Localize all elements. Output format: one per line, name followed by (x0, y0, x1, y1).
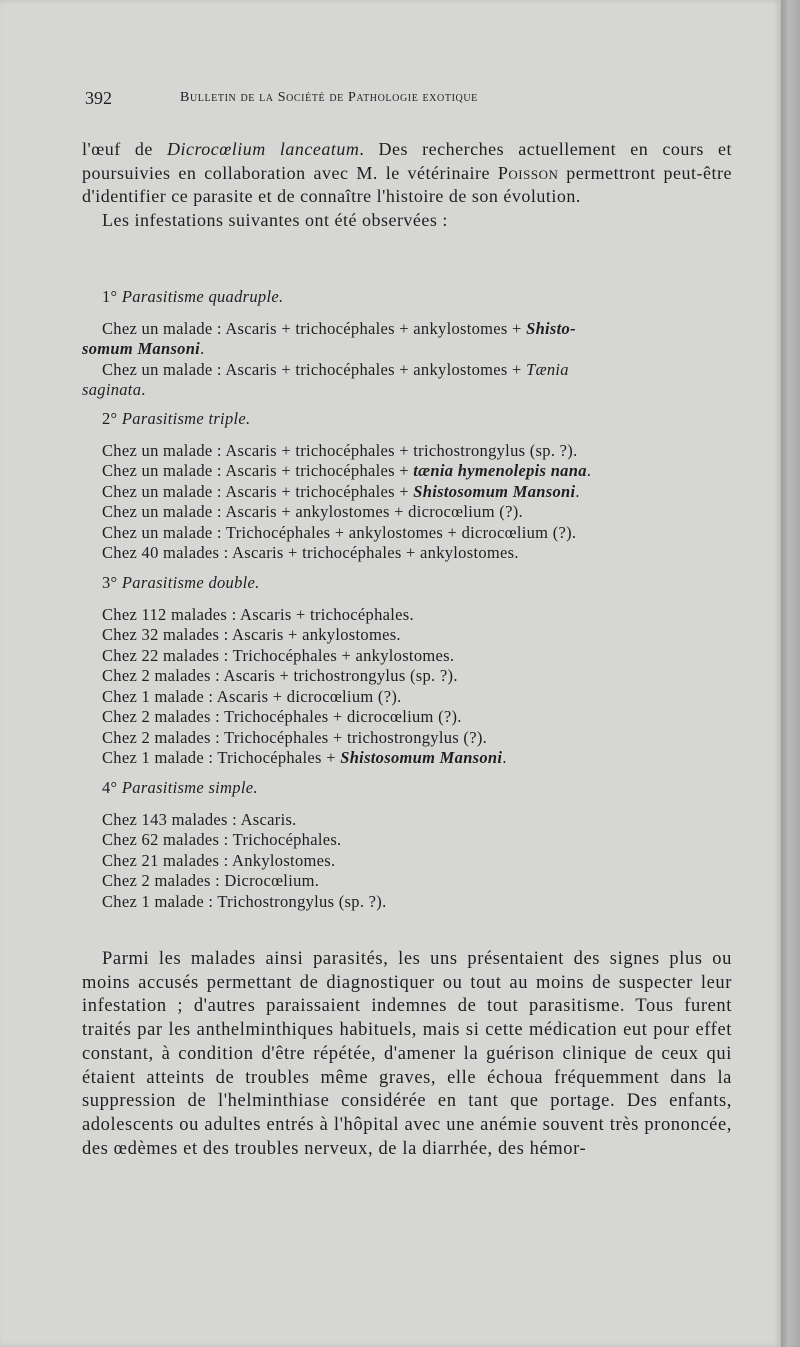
lead-paragraph-2: Les infestations suivantes ont été observées : (102, 209, 448, 230)
running-title: Bulletin de la Société de Pathologie exotique (180, 90, 478, 105)
list-item: Chez un malade : Ascaris + trichocéphales + tænia hymenolepis nana. (102, 461, 592, 480)
list-item: Chez 40 malades : Ascaris + trichocéphales + ankylostomes. (102, 543, 519, 562)
section-simple (82, 778, 742, 912)
section-quadruple (82, 287, 742, 401)
section-title: 1° Parasitisme quadruple. (102, 287, 284, 306)
species-name: Dicrocœlium lanceatum (166, 139, 360, 159)
final-paragraph: Parmi les malades ainsi parasités, les uns présentaient des signes plus ou moins accusés permettant de diagnostiquer ou tout au moins de suspecter leur infestation ; d'autres paraissaient indemnes de tout parasitisme. Tous furent traités par les anthelminthiques habituels, mais si cette médication eut pour effet constant, à condition d'être répétée, d'amener la guérison clinique de ceux qui étaient atteints de troubles même graves, elle échoua fréquemment dans la suppression de l'helminthiase considérée en tant que portage. Des enfants, adolescents ou adultes entrés à l'hôpital avec une anémie souvent très prononcée, des œdèmes et des troubles nerveux, de la diarrhée, des hémor- (82, 949, 732, 1159)
section-double (82, 573, 742, 769)
list-item: Chez 62 malades : Trichocéphales. (102, 830, 342, 849)
list-item: Chez 22 malades : Trichocéphales + ankylostomes. (102, 645, 455, 665)
section-title: 2° Parasitisme triple. (102, 409, 251, 428)
list-item: Chez un malade : Ascaris + trichocéphales + trichostrongylus (sp. ?). (102, 440, 578, 460)
list-item: Chez un malade : Ascaris + trichocéphales + ankylostomes + Shisto- (102, 318, 576, 338)
list-item: Chez 1 malade : Ascaris + dicrocœlium (?). (102, 686, 402, 706)
page-header (85, 88, 735, 112)
section-triple (82, 409, 742, 564)
page-number: 392 (85, 88, 112, 108)
section-title: 3° Parasitisme double. (102, 573, 260, 592)
list-item-continuation: somum Mansoni. (82, 339, 205, 358)
list-item: Chez 2 malades : Ascaris + trichostrongylus (sp. ?). (102, 666, 458, 685)
list-item: Chez 1 malade : Trichostrongylus (sp. ?). (102, 891, 387, 911)
list-item: Chez un malade : Ascaris + ankylostomes + dicrocœlium (?). (102, 502, 523, 521)
section-title: 4° Parasitisme simple. (102, 778, 258, 797)
list-item: Chez 112 malades : Ascaris + trichocéphales. (102, 604, 414, 624)
list-item: Chez 2 malades : Dicrocœlium. (102, 871, 320, 890)
list-item-continuation: saginata. (82, 380, 146, 399)
list-item: Chez 143 malades : Ascaris. (102, 809, 297, 829)
list-item: Chez un malade : Ascaris + trichocéphales + ankylostomes + Tænia (102, 359, 569, 379)
page-edge (781, 0, 800, 1347)
list-item: Chez un malade : Ascaris + trichocéphales + Shistosomum Mansoni. (102, 481, 580, 501)
list-item: Chez 32 malades : Ascaris + ankylostomes. (102, 625, 401, 644)
lead-paragraph-1: l'œuf de Dicrocœlium lanceatum. Des recherches actuellement en cours et poursuivies en collaboration avec M. le vétérinaire Poisson permettront peut-être d'identifier ce parasite et de connaître l'histoire de son évolution. (82, 139, 733, 206)
lead-paragraphs (82, 138, 732, 232)
author-name: Poisson (497, 162, 559, 183)
list-item: Chez 1 malade : Trichocéphales + Shistosomum Mansoni. (102, 748, 507, 767)
list-item: Chez 21 malades : Ankylostomes. (102, 850, 336, 870)
list-item: Chez 2 malades : Trichocéphales + dicrocœlium (?). (102, 707, 462, 726)
list-item: Chez 2 malades : Trichocéphales + trichostrongylus (?). (102, 727, 488, 747)
list-item: Chez un malade : Trichocéphales + ankylostomes + dicrocœlium (?). (102, 522, 577, 542)
